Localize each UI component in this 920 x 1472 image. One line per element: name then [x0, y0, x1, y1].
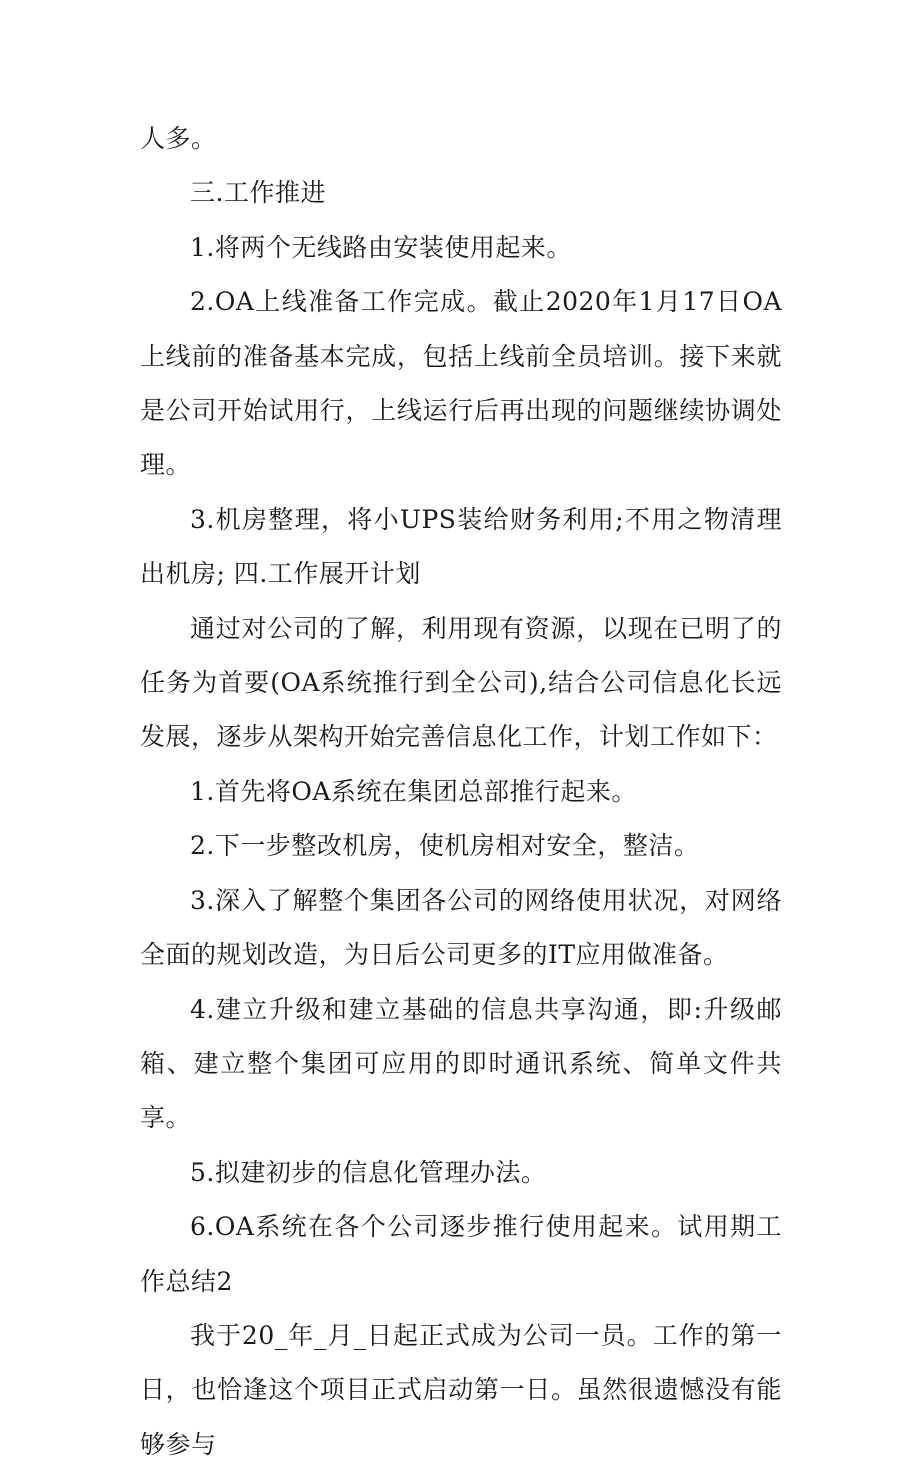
paragraph: 通过对公司的了解，利用现有资源，以现在已明了的任务为首要(OA系统推行到全公司),结合公司信息化长远发展，逐步从架构开始完善信息化工作，计划工作如下： [140, 613, 782, 752]
list-item: 1.首先将OA系统在集团总部推行起来。 [190, 776, 637, 806]
list-item: 3.深入了解整个集团各公司的网络使用状况，对网络全面的规划改造，为日后公司更多的IT应用做准备。 [140, 885, 782, 970]
list-item: 3.机房整理，将小UPS装给财务利用;不用之物清理出机房; 四.工作展开计划 [140, 504, 782, 589]
paragraph-continuation: 人多。 [140, 124, 217, 153]
list-item: 4.建立升级和建立基础的信息共享沟通，即:升级邮箱、建立整个集团可应用的即时通讯系统、简单文件共享。 [140, 994, 782, 1133]
document-body [140, 112, 782, 1472]
section-heading-work-progress: 三.工作推进 [190, 178, 326, 208]
list-item: 5.拟建初步的信息化管理办法。 [190, 1157, 547, 1187]
paragraph: 我于20_年_月_日起正式成为公司一员。工作的第一日，也恰逢这个项目正式启动第一日。虽然很遗憾没有能够参与 [140, 1320, 782, 1459]
list-item: 6.OA系统在各个公司逐步推行使用起来。试用期工作总结2 [140, 1212, 782, 1296]
list-item: 1.将两个无线路由安装使用起来。 [190, 232, 572, 262]
list-item: 2.OA上线准备工作完成。截止2020年1月17日OA上线前的准备基本完成，包括上线前全员培训。接下来就是公司开始试用行，上线运行后再出现的问题继续协调处理。 [140, 287, 782, 480]
list-item: 2.下一步整改机房，使机房相对安全，整洁。 [190, 831, 700, 861]
